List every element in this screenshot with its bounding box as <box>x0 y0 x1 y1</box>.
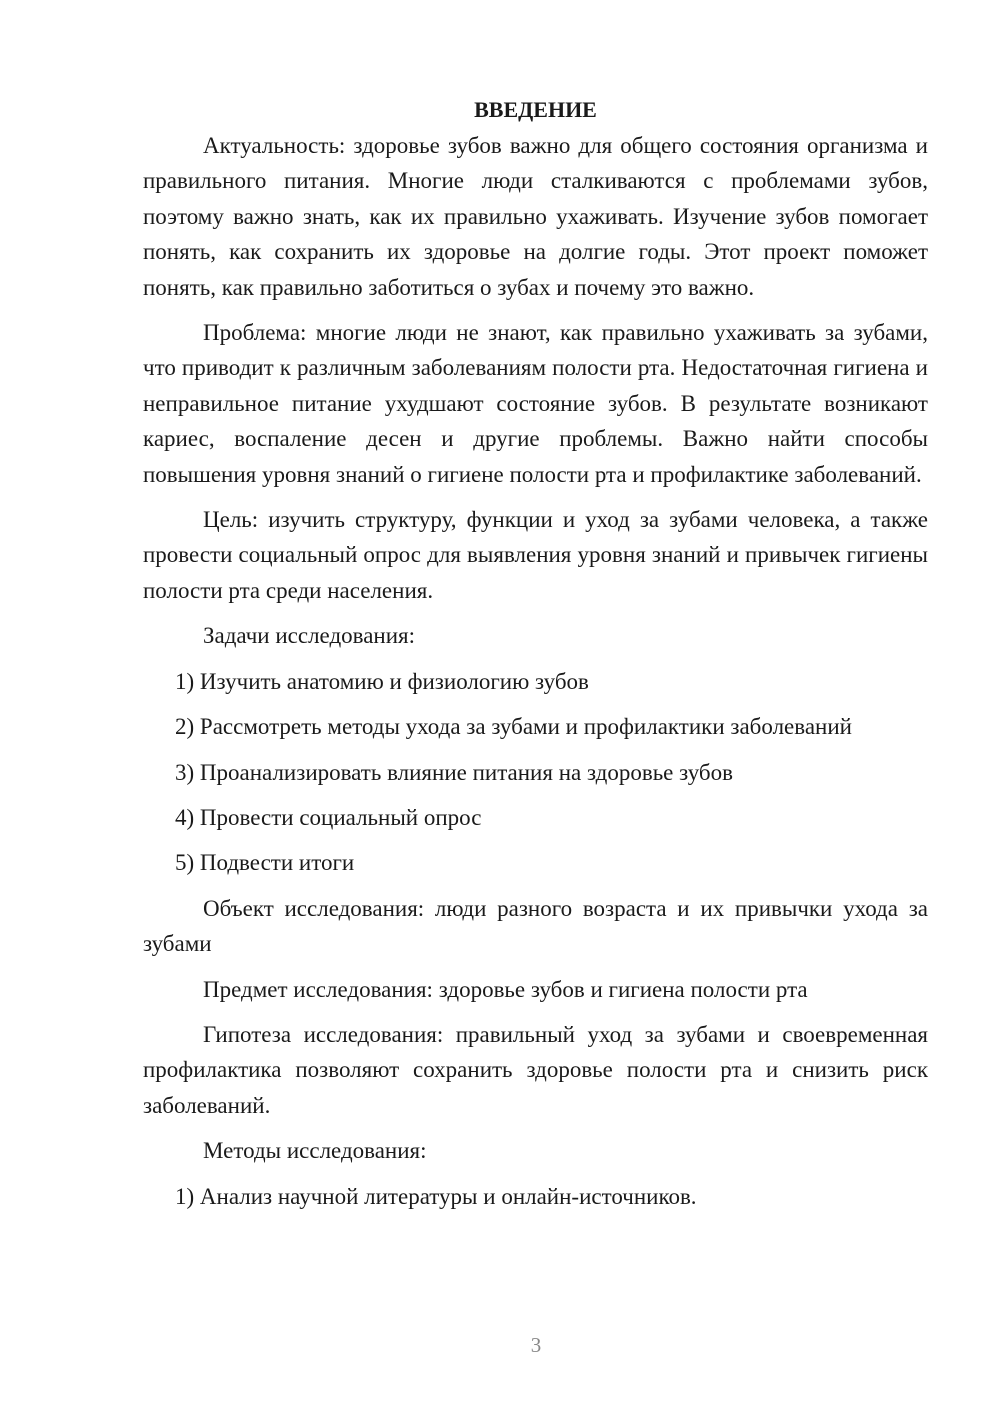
task-item: 2) Рассмотреть методы ухода за зубами и профилактики заболеваний <box>175 714 852 740</box>
method-item: 1) Анализ научной литературы и онлайн-источников. <box>175 1183 697 1209</box>
task-item: 5) Подвести итоги <box>175 850 355 876</box>
task-item: 4) Провести социальный опрос <box>175 804 482 830</box>
document-page <box>143 92 928 1224</box>
task-item: 3) Проанализировать влияние питания на здоровье зубов <box>175 759 733 785</box>
methods-heading: Методы исследования: <box>203 1138 427 1164</box>
task-item: 1) Изучить анатомию и физиологию зубов <box>175 668 589 694</box>
object-paragraph: Объект исследования: люди разного возраста и их привычки ухода за зубами <box>143 895 928 957</box>
hypothesis-paragraph: Гипотеза исследования: правильный уход за зубами и своевременная профилактика позволяют сохранить здоровье полости рта и снизить риск заболеваний. <box>143 1021 928 1118</box>
goal-paragraph: Цель: изучить структуру, функции и уход за зубами человека, а также провести социальный опрос для выявления уровня знаний и привычек гигиены полости рта среди населения. <box>143 507 928 603</box>
subject-paragraph: Предмет исследования: здоровье зубов и гигиена полости рта <box>203 976 808 1002</box>
problem-paragraph: Проблема: многие люди не знают, как правильно ухаживать за зубами, что приводит к различным заболеваниям полости рта. Недостаточная гигиена и неправильное питание ухудшают состояние зубов. В результате возникают кариес, воспаление десен и другие проблемы. Важно найти способы повышения уровня знаний о гигиене полости рта и профилактике заболеваний. <box>143 320 928 487</box>
page-number: 3 <box>530 1333 542 1357</box>
section-title: ВВЕДЕНИЕ <box>474 97 597 122</box>
tasks-heading: Задачи исследования: <box>203 623 416 649</box>
relevance-paragraph: Актуальность: здоровье зубов важно для общего состояния организма и правильного питания. Многие люди сталкиваются с проблемами зубов, поэтому важно знать, как их правильно ухаживать. Изучение зубов помогает понять, как сохранить их здоровье на долгие годы. Этот проект поможет понять, как правильно заботиться о зубах и почему это важно. <box>143 133 928 300</box>
